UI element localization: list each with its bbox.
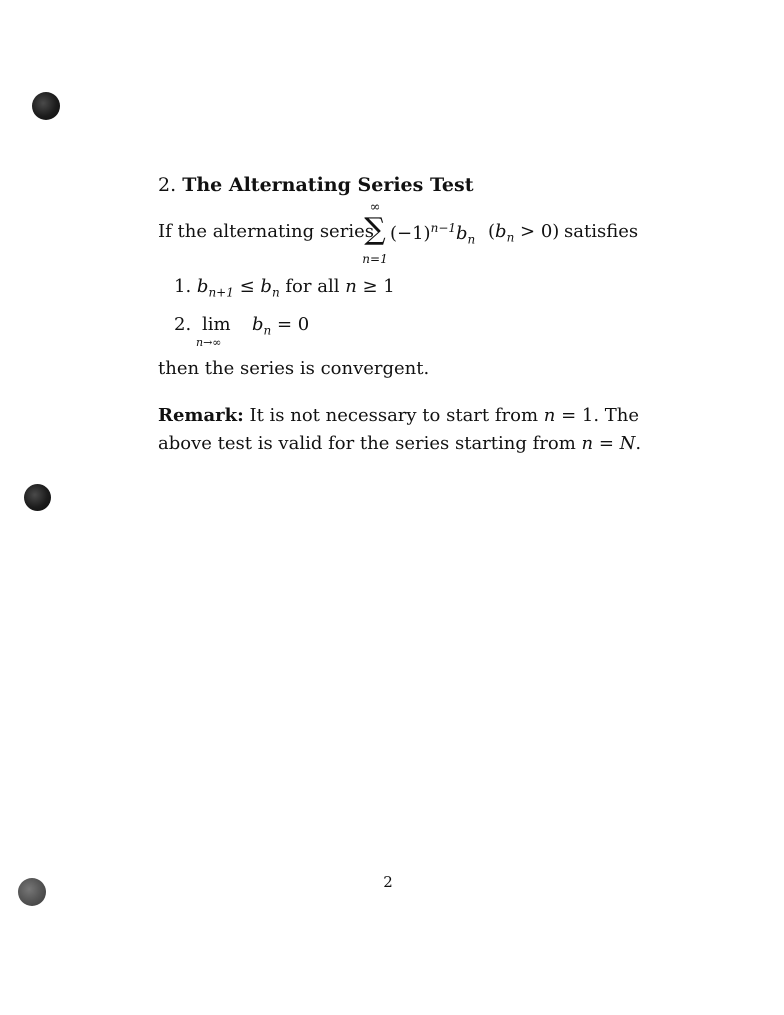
term-b-sub: n [467,232,476,247]
series-term [390,221,475,248]
summation [362,200,388,266]
remark-eq-2: = [593,433,620,454]
section-title: The Alternating Series Test [182,174,474,196]
condition-b: b [495,221,507,242]
condition-open: ( [488,221,496,242]
condition-1-b1: b [196,276,209,297]
condition-b-sub: n [506,230,515,245]
remark-n2: n [581,433,594,454]
limit-operator: lim [202,314,231,335]
sum-lower-limit: n=1 [362,252,388,266]
remark-n1: n [543,405,556,426]
condition-2 [174,314,374,354]
condition-1-number: 1. [174,276,192,297]
remark-end: . [635,433,642,454]
condition-2-number: 2. [174,314,192,335]
term-b: b [456,223,468,244]
binder-hole-bottom [18,878,46,906]
limit-subscript: n→∞ [196,336,222,349]
section-heading [158,174,473,198]
conclusion: then the series is convergent. [158,358,430,379]
condition-2-b-sub: n [263,323,272,338]
remark-label: Remark: [158,405,244,426]
intro-suffix: satisfies [564,221,639,242]
remark-eq-1: = 1. The above test is valid for the series starting from [158,405,640,454]
intro-prefix: If the alternating series [158,221,374,242]
term-base: (−1) [390,223,431,244]
limit-expression [252,314,309,339]
sum-upper-limit: ∞ [369,200,381,215]
positivity-condition [488,221,559,246]
sigma-symbol: ∑ [364,212,386,247]
condition-2-b: b [252,314,264,335]
intro-statement [158,200,658,266]
page-number: 2 [383,873,393,891]
binder-hole-middle [24,484,51,511]
condition-rest: > 0) [514,221,560,242]
condition-1-b1-sub: n+1 [208,285,234,300]
condition-1-b2: b [260,276,272,297]
term-exponent: n−1 [430,221,457,235]
condition-1-b2-sub: n [271,285,280,300]
condition-2-equals: = 0 [271,314,310,335]
remark-N: N [619,433,636,454]
condition-1-n: n [345,276,357,297]
condition-1-for-all: for all [279,276,346,297]
condition-1 [174,276,395,301]
section-number: 2. [158,174,177,196]
remark-paragraph [158,402,648,458]
remark-text-1: It is not necessary to start from [243,405,544,426]
binder-hole-top [32,92,60,120]
condition-1-relation: ≤ [233,276,261,297]
condition-1-bound: ≥ 1 [356,276,395,297]
